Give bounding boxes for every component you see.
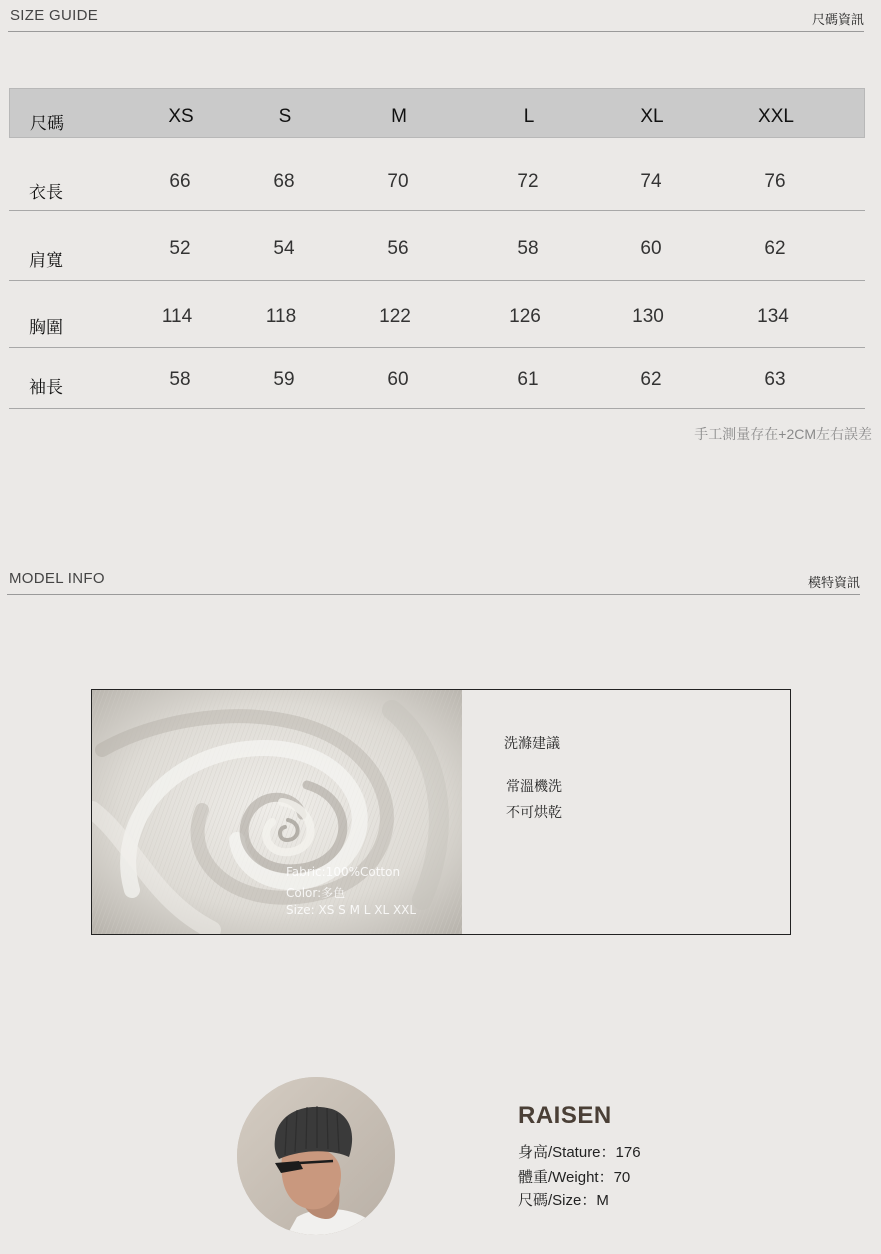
size-header-xl: XL: [640, 106, 664, 127]
size-guide-header: [8, 7, 864, 32]
care-line-wash: 常溫機洗: [506, 778, 562, 794]
size-header-xxl: XXL: [758, 106, 794, 127]
size-header-xs: XS: [168, 106, 194, 127]
table-cell: 60: [640, 238, 662, 259]
model-weight: 體重/Weight：70: [518, 1169, 631, 1186]
table-row: [9, 281, 865, 348]
fabric-swirl-image: [92, 690, 462, 934]
table-cell: 56: [387, 238, 409, 259]
size-table: [9, 88, 865, 409]
table-cell: 70: [387, 171, 409, 192]
table-cell: 130: [632, 306, 664, 327]
row-label: 衣長: [29, 183, 63, 202]
row-label: 肩寬: [29, 251, 63, 270]
table-row: [9, 348, 865, 409]
model-info-title-zh: 模特資訊: [807, 575, 860, 590]
table-cell: 61: [517, 369, 539, 390]
table-cell: 63: [764, 369, 786, 390]
table-cell: 54: [273, 238, 295, 259]
model-avatar: [237, 1077, 395, 1235]
row-label: 胸圍: [29, 318, 63, 337]
model-size: 尺碼/Size：M: [518, 1192, 609, 1209]
table-cell: 59: [273, 369, 295, 390]
care-line-dry: 不可烘乾: [506, 804, 562, 820]
table-cell: 74: [640, 171, 662, 192]
table-cell: 122: [379, 306, 411, 327]
table-cell: 52: [169, 238, 191, 259]
size-guide-title-zh: 尺碼資訊: [811, 12, 864, 27]
table-cell: 62: [640, 369, 662, 390]
size-header-label: 尺碼: [30, 114, 64, 133]
table-cell: 72: [517, 171, 539, 192]
row-label: 袖長: [29, 378, 63, 397]
size-header-s: S: [278, 106, 292, 127]
fabric-sizes: Size: XS S M L XL XXL: [286, 903, 417, 917]
care-title: 洗滌建議: [504, 735, 560, 751]
size-header-m: M: [391, 106, 407, 127]
measurement-note: 手工測量存在+2CM左右誤差: [694, 426, 872, 442]
table-cell: 60: [387, 369, 409, 390]
table-cell: 58: [517, 238, 539, 259]
table-cell: 126: [509, 306, 541, 327]
table-cell: 66: [169, 171, 191, 192]
size-header-l: L: [523, 106, 535, 127]
fabric-color: Color:多色: [286, 886, 346, 900]
table-cell: 134: [757, 306, 789, 327]
table-cell: 68: [273, 171, 295, 192]
table-cell: 62: [764, 238, 786, 259]
table-cell: 76: [764, 171, 786, 192]
size-table-header: [9, 88, 865, 138]
model-info-header: [7, 570, 860, 595]
model-stature: 身高/Stature：176: [518, 1144, 641, 1161]
size-guide-title: SIZE GUIDE: [10, 7, 99, 24]
model-name: RAISEN: [518, 1102, 612, 1129]
table-cell: 58: [169, 369, 191, 390]
table-row: [9, 138, 865, 211]
table-cell: 118: [265, 306, 297, 327]
fabric-composition: Fabric:100%Cotton: [286, 865, 401, 879]
table-cell: 114: [161, 306, 193, 327]
fabric-care-box: [91, 689, 791, 935]
table-row: [9, 211, 865, 281]
model-info-title: MODEL INFO: [9, 570, 105, 587]
